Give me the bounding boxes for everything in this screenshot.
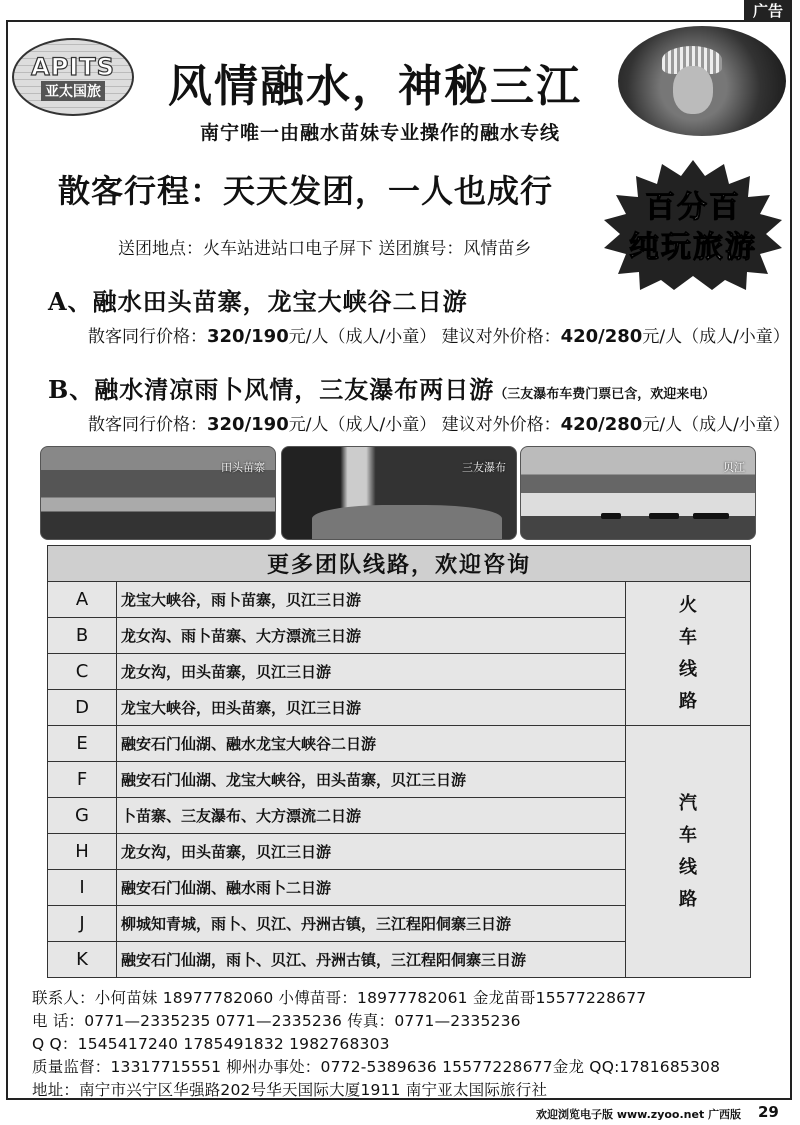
train-group-label bbox=[626, 582, 751, 726]
table-row: H 龙女沟，田头苗寨，贝江三日游 bbox=[48, 834, 751, 870]
group-label-char: 线 bbox=[679, 856, 697, 878]
photo-caption: 贝江 bbox=[723, 461, 745, 474]
page-number: 29 bbox=[758, 1103, 779, 1121]
photo-caption: 三友瀑布 bbox=[462, 461, 506, 474]
contact-quality: 质量监督：13317715551 柳州办事处：0772-5389636 15577228677金龙 QQ:1781685308 bbox=[32, 1058, 721, 1076]
photo-beijiang bbox=[520, 446, 756, 540]
boat-icon bbox=[649, 513, 679, 519]
boat-icon bbox=[601, 513, 621, 519]
footer-website: 欢迎浏览电子版 www.zyoo.net bbox=[536, 1108, 705, 1121]
girl-face bbox=[673, 66, 713, 114]
route-table bbox=[47, 545, 751, 978]
photo-caption: 田头苗寨 bbox=[221, 461, 265, 474]
group-label-char: 汽 bbox=[679, 792, 697, 814]
group-label-char: 路 bbox=[679, 690, 697, 712]
group-label-char: 路 bbox=[679, 888, 697, 910]
table-row: C 龙女沟，田头苗寨，贝江三日游 bbox=[48, 654, 751, 690]
table-row: J 柳城知青城，雨卜、贝江、丹洲古镇，三江程阳侗寨三日游 bbox=[48, 906, 751, 942]
route-b-title: B、融水清凉雨卜风情，三友瀑布两日游（三友瀑布车费门票已含，欢迎来电） bbox=[48, 375, 716, 404]
table-row: G 卜苗寨、三友瀑布、大方漂流二日游 bbox=[48, 798, 751, 834]
route-b-price: 散客同行价格：320/190元/人（成人/小童） 建议对外价格：420/280元/人（成人/小童） bbox=[88, 414, 790, 435]
photo-strip bbox=[40, 446, 758, 538]
route-a-price: 散客同行价格：320/190元/人（成人/小童） 建议对外价格：420/280元/人（成人/小童） bbox=[88, 326, 790, 347]
group-label-char: 火 bbox=[679, 594, 697, 616]
bus-group-label bbox=[626, 726, 751, 978]
photo-sanyou-waterfall bbox=[281, 446, 517, 540]
table-header: 更多团队线路，欢迎咨询 bbox=[48, 546, 751, 582]
table-row: K 融安石门仙湖，雨卜、贝江、丹洲古镇，三江程阳侗寨三日游 bbox=[48, 942, 751, 978]
contact-people: 联系人：小何苗妹 18977782060 小傅苗哥：18977782061 金龙苗哥15577228677 bbox=[32, 989, 647, 1007]
badge-starburst bbox=[600, 160, 786, 290]
badge-line2: 纯玩旅游 bbox=[629, 230, 757, 265]
group-label-char: 线 bbox=[679, 658, 697, 680]
logo-subtext: 亚太国旅 bbox=[41, 81, 105, 101]
table-row: F 融安石门仙湖、龙宝大峡谷，田头苗寨，贝江三日游 bbox=[48, 762, 751, 798]
ad-tag: 广告 bbox=[744, 0, 792, 22]
departure-info: 送团地点：火车站进站口电子屏下 送团旗号：风情苗乡 bbox=[118, 239, 532, 259]
page-title: 风情融水，神秘三江 bbox=[168, 61, 582, 112]
table-row: B 龙女沟、雨卜苗寨、大方漂流三日游 bbox=[48, 618, 751, 654]
boat-icon bbox=[693, 513, 729, 519]
table-row: I 融安石门仙湖、融水雨卜二日游 bbox=[48, 870, 751, 906]
contact-address: 地址：南宁市兴宁区华强路202号华天国际大厦1911 南宁亚太国际旅行社 bbox=[32, 1081, 548, 1099]
badge-line1: 百分百 bbox=[645, 190, 741, 225]
table-row: E 融安石门仙湖、融水龙宝大峡谷二日游 汽 车 线 路 bbox=[48, 726, 751, 762]
photo-tiantou bbox=[40, 446, 276, 540]
subtitle: 南宁唯一由融水苗妹专业操作的融水专线 bbox=[199, 122, 560, 144]
footer bbox=[536, 1106, 741, 1122]
group-label-char: 车 bbox=[679, 824, 697, 846]
contact-qq: Q Q：1545417240 1785491832 1982768303 bbox=[32, 1035, 390, 1053]
table-row: D 龙宝大峡谷，田头苗寨，贝江三日游 bbox=[48, 690, 751, 726]
route-b-note: （三友瀑布车费门票已含，欢迎来电） bbox=[494, 387, 716, 402]
route-a-title: A、融水田头苗寨，龙宝大峡谷二日游 bbox=[48, 287, 468, 316]
headline: 散客行程：天天发团，一人也成行 bbox=[58, 172, 554, 210]
table-row: A 龙宝大峡谷，雨卜苗寨，贝江三日游 火 车 线 路 bbox=[48, 582, 751, 618]
logo-text: APITS bbox=[31, 53, 115, 81]
group-label-char: 车 bbox=[679, 626, 697, 648]
contact-phone: 电 话：0771—2335235 0771—2335236 传真：0771—2335236 bbox=[32, 1012, 521, 1030]
footer-brand: 广西版 bbox=[708, 1108, 742, 1121]
waterfall-pool bbox=[312, 505, 502, 539]
company-logo bbox=[12, 38, 134, 116]
